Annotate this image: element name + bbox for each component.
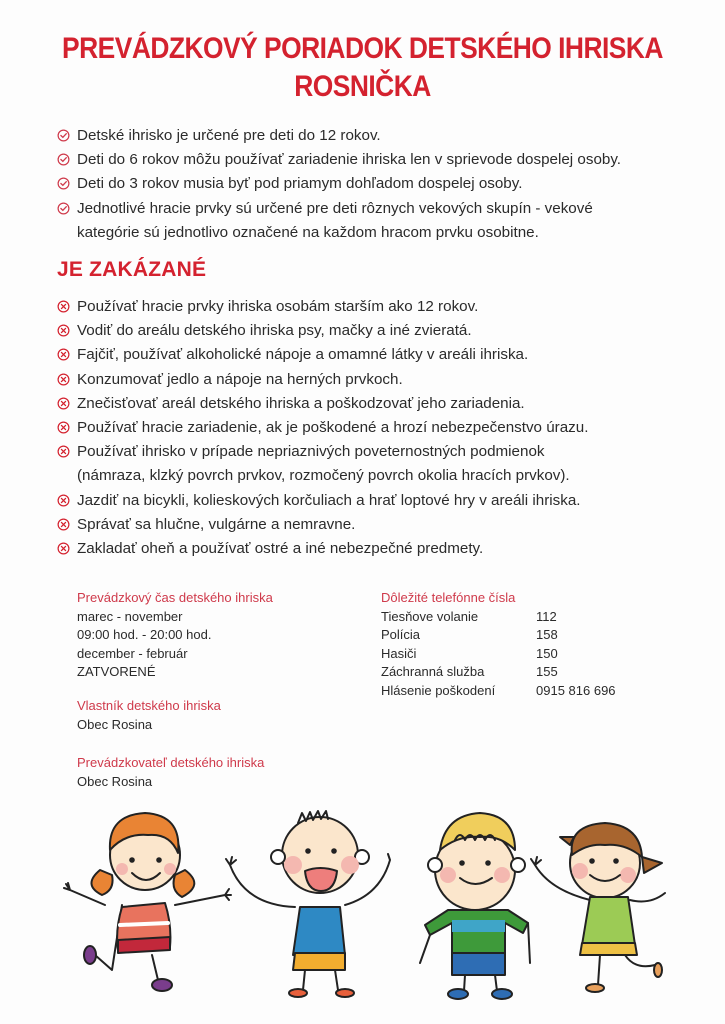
page-title xyxy=(44,30,682,106)
forbidden-heading: JE ZAKÁZANÉ xyxy=(57,258,207,281)
phone-number: 158 xyxy=(536,627,558,642)
forbidden-rule-text: Používať hracie zariadenie, ak je poškodené a hrozí nebezpečenstvo úrazu. xyxy=(77,419,589,437)
allowed-rule xyxy=(57,197,621,245)
phone-service-name: Hlásenie poškodení xyxy=(381,682,496,698)
forbidden-rule xyxy=(57,537,588,561)
kid-girl-orange-hair xyxy=(64,813,231,991)
x-circle-icon xyxy=(57,494,70,507)
operator-value: Obec Rosina xyxy=(77,773,153,789)
forbidden-rule-text: Vodiť do areálu detského ihriska psy, mačky a iné zvieratá. xyxy=(77,322,472,340)
kid-boy-blond-hair xyxy=(420,813,530,999)
allowed-rule-text: kategórie sú jednotlivo označené na každom hracom prvku osobitne. xyxy=(77,223,539,241)
forbidden-rule xyxy=(57,295,588,319)
x-circle-icon xyxy=(57,324,70,337)
x-circle-icon xyxy=(57,300,70,313)
phone-service-name: Tiesňove volanie xyxy=(381,608,479,624)
opening-hours xyxy=(77,589,273,682)
operator-info xyxy=(77,754,264,791)
page-title-line-1: PREVÁDZKOVÝ PORIADOK DETSKÉHO IHRISKA xyxy=(62,32,663,65)
phone-numbers-label: Dôležité telefónne čísla xyxy=(381,590,516,605)
forbidden-rule-text: Konzumovať jedlo a nápoje na herných prvkoch. xyxy=(77,370,403,388)
phone-number: 112 xyxy=(536,608,557,624)
operator-label: Prevádzkovateľ detského ihriska xyxy=(77,755,265,770)
x-circle-icon xyxy=(57,373,70,386)
x-circle-icon xyxy=(57,397,70,410)
opening-hours-line: 09:00 hod. - 20:00 hod. xyxy=(77,627,212,642)
phone-numbers xyxy=(381,589,616,700)
forbidden-rule-text: Používať hracie prvky ihriska osobám starším ako 12 rokov. xyxy=(77,298,479,315)
x-circle-icon xyxy=(57,542,70,555)
check-circle-icon xyxy=(57,177,70,190)
allowed-rule xyxy=(57,124,621,148)
forbidden-rule-text: (námraza, klzký povrch prvkov, rozmočený povrch okolia hracích prvkov). xyxy=(77,467,570,485)
check-circle-icon xyxy=(57,129,70,142)
allowed-rule-text: Jednotlivé hracie prvky sú určené pre deti rôznych vekových skupín - vekové xyxy=(77,199,593,217)
x-circle-icon xyxy=(57,348,70,361)
forbidden-rule-text: Znečisťovať areál detského ihriska a poškodzovať jeho zariadenia. xyxy=(77,394,525,412)
phone-number: 0915 816 696 xyxy=(536,682,616,698)
opening-hours-line: ZATVORENÉ xyxy=(77,664,156,679)
owner-value: Obec Rosina xyxy=(77,716,153,732)
forbidden-rule-text: Používať ihrisko v prípade nepriaznivých poveternostných podmienok xyxy=(77,443,545,461)
forbidden-rule xyxy=(57,392,588,416)
forbidden-rule xyxy=(57,489,588,513)
allowed-rule xyxy=(57,148,621,172)
phone-row xyxy=(381,682,616,701)
opening-hours-label: Prevádzkový čas detského ihriska xyxy=(77,590,273,605)
forbidden-rule xyxy=(57,368,588,392)
forbidden-rule-text: Fajčiť, používať alkoholické nápoje a omamné látky v areáli ihriska. xyxy=(77,346,529,364)
children-illustration xyxy=(60,795,690,1005)
x-circle-icon xyxy=(57,445,70,458)
check-circle-icon xyxy=(57,202,70,215)
phone-row xyxy=(381,663,616,682)
forbidden-rule-text: Zakladať oheň a používať ostré a iné nebezpečné predmety. xyxy=(77,540,484,558)
check-circle-icon xyxy=(57,153,70,166)
opening-hours-line: marec - november xyxy=(77,608,183,624)
phone-row xyxy=(381,626,616,645)
phone-service-name: Záchranná služba xyxy=(381,664,485,679)
owner-label: Vlastník detského ihriska xyxy=(77,698,221,713)
forbidden-rule xyxy=(57,416,588,440)
forbidden-rule xyxy=(57,440,588,488)
phone-row xyxy=(381,645,616,664)
x-circle-icon xyxy=(57,421,70,434)
allowed-rule-text: Deti do 6 rokov môžu používať zariadenie ihriska len v sprievode dospelej osoby. xyxy=(77,151,622,169)
allowed-rule xyxy=(57,172,621,196)
forbidden-rule-text: Správať sa hlučne, vulgárne a nemravne. xyxy=(77,515,356,533)
page-title-line-2: ROSNIČKA xyxy=(294,70,431,103)
phone-row xyxy=(381,608,616,627)
x-circle-icon xyxy=(57,518,70,531)
phone-number: 155 xyxy=(536,664,558,679)
allowed-rules-list xyxy=(57,124,621,245)
opening-hours-line: december - február xyxy=(77,645,188,661)
phone-number: 150 xyxy=(536,645,558,661)
phone-service-name: Hasiči xyxy=(381,645,417,661)
forbidden-rules-list xyxy=(57,295,588,561)
forbidden-rule xyxy=(57,343,588,367)
allowed-rule-text: Deti do 3 rokov musia byť pod priamym dohľadom dospelej osoby. xyxy=(77,175,523,193)
forbidden-rule-text: Jazdiť na bicykli, kolieskových korčuliach a hrať loptové hry v areáli ihriska. xyxy=(77,491,581,509)
forbidden-rule xyxy=(57,513,588,537)
phone-service-name: Polícia xyxy=(381,627,421,642)
allowed-rule-text: Detské ihrisko je určené pre deti do 12 rokov. xyxy=(77,127,381,144)
kid-boy-blue-shirt xyxy=(226,811,390,997)
owner-info xyxy=(77,697,221,734)
forbidden-rule xyxy=(57,319,588,343)
kid-girl-brown-hair xyxy=(531,823,665,992)
